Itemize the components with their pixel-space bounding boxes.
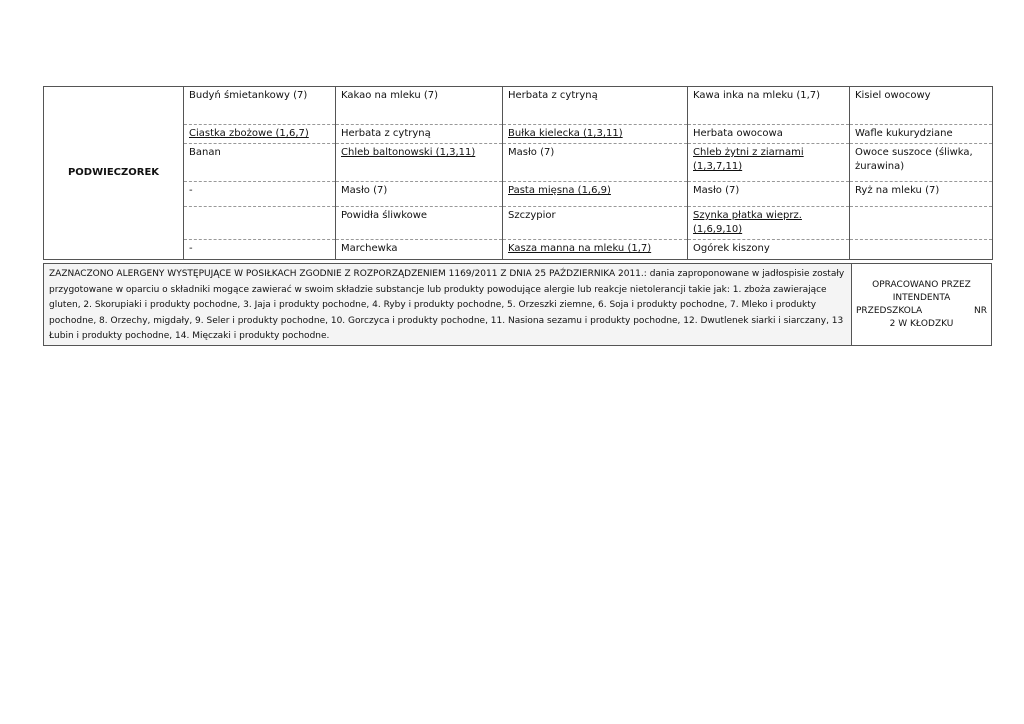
menu-cell: Kakao na mleku (7) — [336, 87, 503, 125]
menu-cell: Bułka kielecka (1,3,11) — [503, 125, 688, 144]
menu-cell — [184, 207, 336, 240]
menu-cell: Szynka płatka wieprz. (1,6,9,10) — [688, 207, 850, 240]
allergen-legend — [43, 263, 992, 346]
menu-cell: Kawa inka na mleku (1,7) — [688, 87, 850, 125]
menu-cell: Szczypior — [503, 207, 688, 240]
menu-cell: Chleb żytni z ziarnami (1,3,7,11) — [688, 144, 850, 182]
prepared-by — [852, 264, 991, 345]
allergen-heading: ZAZNACZONO ALERGENY WYSTĘPUJĄCE W POSIŁKACH ZGODNIE Z ROZPORZĄDZENIEM 1169/2011 Z DNIA 25 PAŹDZIERNIKA 2011.: — [49, 269, 647, 279]
menu-cell — [850, 207, 993, 240]
menu-cell: Masło (7) — [336, 182, 503, 207]
menu-cell: Chleb baltonowski (1,3,11) — [336, 144, 503, 182]
menu-cell: Pasta mięsna (1,6,9) — [503, 182, 688, 207]
prepared-by-line3b: NR — [974, 306, 987, 316]
menu-cell: Owoce suszoce (śliwka, żurawina) — [850, 144, 993, 182]
prepared-by-line3a: PRZEDSZKOLA — [856, 306, 923, 316]
menu-cell: Masło (7) — [503, 144, 688, 182]
menu-cell: Kasza manna na mleku (1,7) — [503, 240, 688, 260]
menu-cell: Budyń śmietankowy (7) — [184, 87, 336, 125]
menu-cell: Herbata owocowa — [688, 125, 850, 144]
prepared-by-line4: 2 W KŁODZKU — [889, 319, 954, 329]
menu-cell: - — [184, 240, 336, 260]
menu-cell: - — [184, 182, 336, 207]
allergen-text: dania zaproponowane w jadłospisie zostały przygotowane w oparciu o składniki mogące zawierać w swoim składzie substancje lub produkty powodujące alergie lub reakcje nietolerancji takie jak: 1. zboża zawierające gluten, 2. Skorupiaki i produkty pochodne, 3. Jaja i produkty pochodne, 4. Ryby i produkty pochodne, 5. Orzeszki ziemne, 6. Soja i produkty pochodne, 7. Mleko i produkty pochodne, 8. Orzechy, migdały, 9. Seler i produkty pochodne, 10. Gorczyca i produkty pochodne, 11. Nasiona sezamu i produkty pochodne, 12. Dwutlenek siarki i siarczany, 13 Łubin i produkty pochodne, 14. Mięczaki i produkty pochodne. — [49, 269, 845, 341]
menu-cell: Ogórek kiszony — [688, 240, 850, 260]
menu-cell: Ryż na mleku (7) — [850, 182, 993, 207]
menu-cell: Banan — [184, 144, 336, 182]
menu-cell — [850, 240, 993, 260]
menu-cell: Marchewka — [336, 240, 503, 260]
menu-cell: Powidła śliwkowe — [336, 207, 503, 240]
meal-label: PODWIECZOREK — [44, 87, 184, 260]
menu-table — [43, 86, 993, 260]
menu-cell: Herbata z cytryną — [336, 125, 503, 144]
menu-cell: Wafle kukurydziane — [850, 125, 993, 144]
allergen-note — [44, 264, 852, 345]
prepared-by-line1: OPRACOWANO PRZEZ — [872, 280, 971, 290]
menu-cell: Kisiel owocowy — [850, 87, 993, 125]
prepared-by-line2: INTENDENTA — [892, 293, 951, 303]
menu-cell: Ciastka zbożowe (1,6,7) — [184, 125, 336, 144]
menu-cell: Herbata z cytryną — [503, 87, 688, 125]
menu-cell: Masło (7) — [688, 182, 850, 207]
